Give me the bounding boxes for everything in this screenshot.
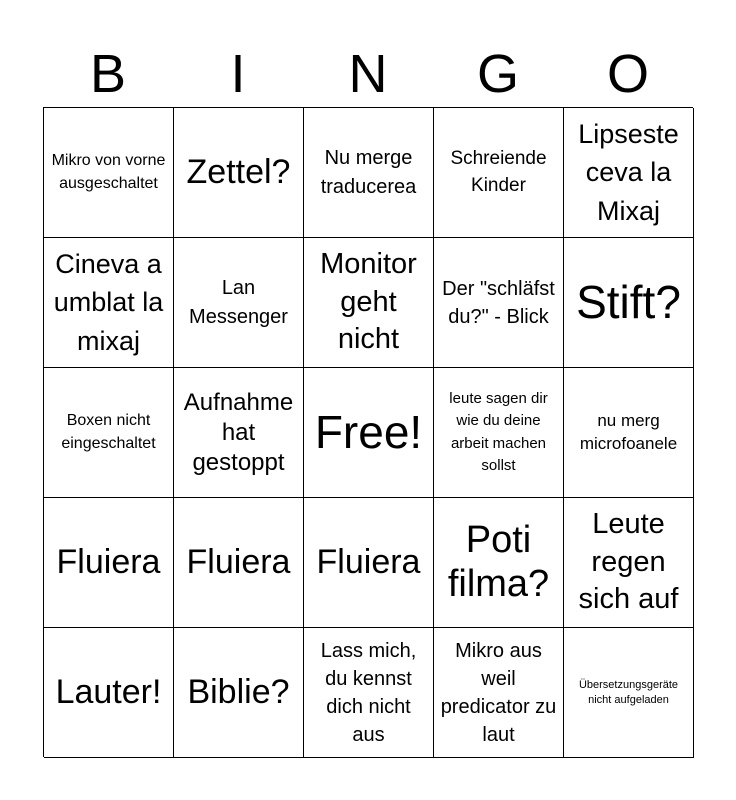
cell-text: Poti filma? (447, 518, 550, 605)
bingo-cell[interactable] (564, 108, 694, 238)
cell-text: Leute regen sich auf (578, 507, 679, 616)
cell-text: Lan Messenger (189, 276, 288, 328)
header-letter-b: B (89, 44, 127, 104)
cell-text: Monitor geht nicht (320, 247, 417, 356)
bingo-cell[interactable] (304, 498, 434, 628)
bingo-cell[interactable] (304, 238, 434, 368)
bingo-cell[interactable] (174, 628, 304, 758)
header-letter-g: G (476, 44, 519, 104)
bingo-cell[interactable] (564, 498, 694, 628)
bingo-cell[interactable] (564, 238, 694, 368)
bingo-cell[interactable] (174, 498, 304, 628)
cell-text: Cineva a umblat la mixaj (53, 249, 164, 356)
cell-text: Boxen nicht eingeschaltet (61, 412, 156, 452)
bingo-cell[interactable] (304, 368, 434, 498)
bingo-board (43, 107, 693, 757)
bingo-cell[interactable] (434, 108, 564, 238)
header-letter-o: O (606, 44, 649, 104)
header-letter-i: I (230, 44, 246, 104)
cell-text: Stift? (576, 276, 681, 329)
bingo-cell[interactable] (44, 238, 174, 368)
bingo-cell[interactable] (304, 108, 434, 238)
cell-text: Fluiera (56, 543, 161, 582)
cell-text: leute sagen dir wie du deine arbeit machen sollst (449, 389, 548, 474)
cell-text: Biblie? (187, 673, 290, 712)
bingo-cell[interactable] (44, 108, 174, 238)
bingo-cell[interactable] (434, 238, 564, 368)
bingo-cell[interactable] (564, 368, 694, 498)
cell-text: nu merg microfoanele (579, 411, 678, 453)
bingo-cell[interactable] (434, 368, 564, 498)
bingo-cell[interactable] (564, 628, 694, 758)
bingo-cell[interactable] (44, 368, 174, 498)
bingo-cell[interactable] (174, 238, 304, 368)
cell-text: Free! (314, 406, 423, 459)
cell-text: Übersetzungsgeräte nicht aufgeladen (578, 678, 679, 706)
bingo-cell[interactable] (174, 108, 304, 238)
cell-text: Lass mich, du kennst dich nicht aus (320, 639, 417, 746)
bingo-cell[interactable] (304, 628, 434, 758)
cell-text: Lipseste ceva la Mixaj (578, 119, 679, 226)
bingo-cell[interactable] (434, 498, 564, 628)
bingo-cell[interactable] (174, 368, 304, 498)
cell-text: Lauter! (55, 673, 162, 712)
bingo-cell[interactable] (44, 628, 174, 758)
cell-text: Aufnahme hat gestoppt (183, 388, 294, 476)
header-letter-n: N (348, 44, 388, 104)
cell-text: Nu merge traducerea (320, 146, 417, 198)
cell-text: Mikro von vorne ausgeschaltet (51, 152, 166, 192)
bingo-cell[interactable] (44, 498, 174, 628)
cell-text: Fluiera (186, 543, 291, 582)
cell-text: Fluiera (316, 543, 421, 582)
cell-text: Schreiende Kinder (450, 147, 547, 196)
cell-text: Mikro aus weil predicator zu laut (440, 639, 557, 746)
bingo-header (43, 40, 693, 108)
cell-text: Zettel? (186, 153, 291, 192)
bingo-cell[interactable] (434, 628, 564, 758)
cell-text: Der "schläfst du?" - Blick (442, 277, 555, 328)
